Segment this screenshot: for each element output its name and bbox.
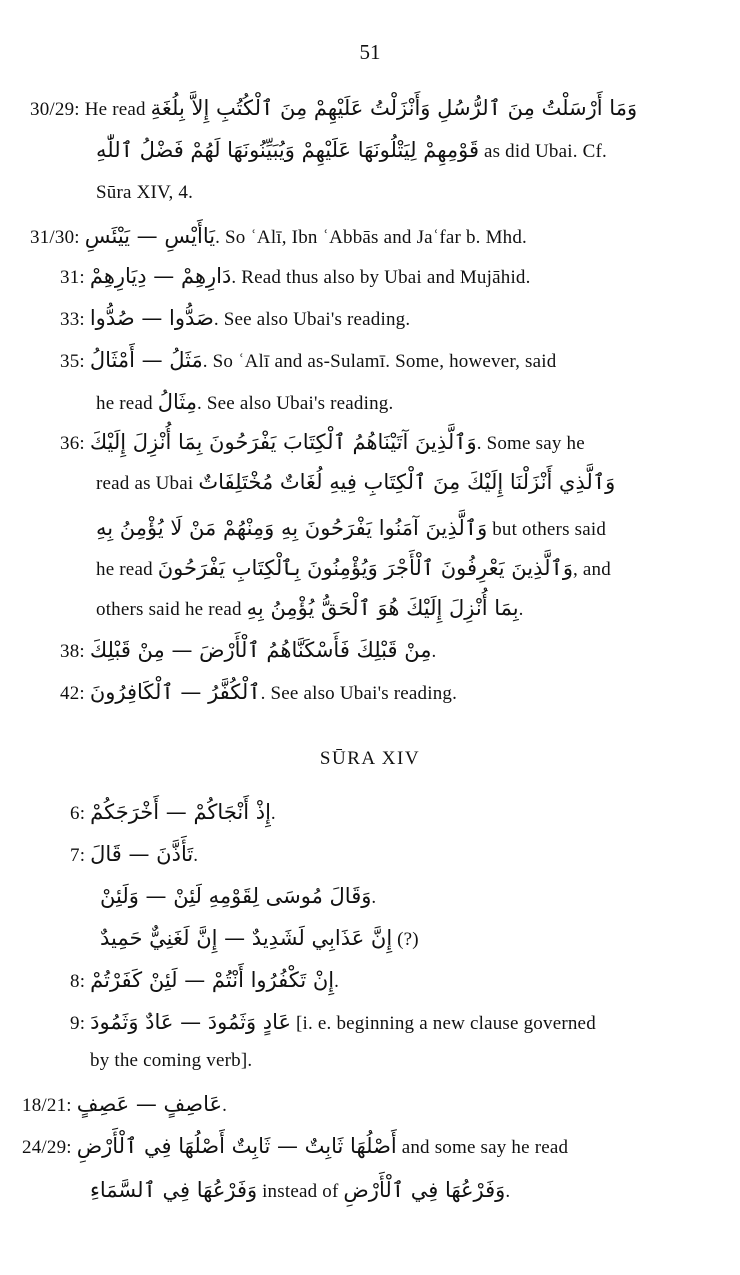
- arabic-reading: يَاأَيْسِ — يَيْئَسِ: [84, 224, 216, 248]
- page-number: 51: [359, 40, 381, 64]
- english-text: . See also Ubai's reading.: [196, 393, 394, 414]
- arabic-reading: وَفَرْعُهَا فِي ٱلسَّمَاءِ: [90, 1178, 258, 1202]
- english-text: . So ʿAlī and as-Sulamī. Some, however, said: [202, 351, 557, 372]
- arabic-reading: ٱلْكُفَّرُ — ٱلْكَافِرُونَ: [89, 680, 261, 704]
- verse-reference: 18/21:: [22, 1095, 72, 1116]
- arabic-reading: وَٱلَّذِينَ آتَيْنَاهُمُ ٱلْكِتَابَ يَفْرَحُونَ بِمَا أُنْزِلَ إِلَيْكَ: [89, 430, 477, 454]
- arabic-reading: مِثَالُ: [157, 390, 197, 414]
- text-line: [90, 1050, 252, 1072]
- english-text: , and: [573, 559, 611, 580]
- text-line: [30, 96, 637, 121]
- text-line: [60, 264, 531, 289]
- arabic-reading: صَدُّوا — صُدُّوا: [89, 306, 214, 330]
- arabic-reading: إِذْ أَنْجَاكُمْ — أَخْرَجَكُمْ: [90, 800, 271, 824]
- text-line: [30, 224, 527, 249]
- verse-reference: 31/30:: [30, 227, 80, 248]
- text-line: [60, 348, 556, 373]
- english-text: .: [518, 599, 524, 620]
- english-text: . See also Ubai's reading.: [213, 309, 411, 330]
- verse-reference: 30/29:: [30, 99, 80, 120]
- arabic-reading: وَمَا أَرْسَلْتُ مِنَ ٱلرُّسُلِ وَأَنْزَلْتُ عَلَيْهِمْ مِنَ ٱلْكُتُبِ إِلاَّ بِلُغَةِ: [150, 96, 638, 120]
- verse-reference: 42:: [60, 683, 85, 704]
- english-text: as did Ubai. Cf.: [479, 141, 607, 162]
- arabic-reading: وَٱلَّذِي أَنْزَلْنَا إِلَيْكَ مِنَ ٱلْكِتَابِ فِيهِ لُغَاتٌ مُخْتَلِفَاتٌ: [198, 470, 616, 494]
- arabic-reading: إِنْ تَكْفُرُوا أَنْتُمْ — لَئِنْ كَفَرْتُمْ: [90, 968, 335, 992]
- arabic-reading: عَاصِفٍ — عَصِفٍ: [76, 1092, 223, 1116]
- verse-reference: 9:: [70, 1013, 86, 1034]
- text-line: [70, 800, 276, 825]
- text-line: [70, 842, 198, 867]
- arabic-reading: وَفَرْعُهَا فِي ٱلْأَرْضِ: [343, 1178, 506, 1202]
- arabic-reading: وَقَالَ مُوسَى لِقَوْمِهِ لَئِنْ — وَلَئِنْ: [100, 884, 372, 908]
- english-text: .: [334, 971, 340, 992]
- text-line: [96, 138, 607, 163]
- arabic-reading: دَارِهِمْ — دِيَارِهِمْ: [89, 264, 232, 288]
- verse-reference: 33:: [60, 309, 85, 330]
- arabic-reading: قَوْمِهِمْ لِيَتْلُونَهَا عَلَيْهِمْ وَيُبَيِّنُونَهَا لَهُمْ فَضْلُ ٱللّٰهِ: [96, 138, 480, 162]
- arabic-reading: مَثَلُ — أَمْثَالُ: [89, 348, 203, 372]
- arabic-reading: وَٱلَّذِينَ يَعْرِفُونَ ٱلْأَجْرَ وَيُؤْمِنُونَ بِٱلْكِتَابِ يَفْرَحُونَ: [157, 556, 573, 580]
- arabic-reading: تَأَذَّنَ — قَالَ: [90, 842, 194, 866]
- english-text: . Some say he: [476, 433, 585, 454]
- english-text: .: [371, 887, 377, 908]
- english-text: .: [505, 1181, 511, 1202]
- english-text: read as Ubai: [96, 473, 199, 494]
- text-line: [60, 680, 457, 705]
- english-text: . See also Ubai's reading.: [260, 683, 458, 704]
- english-text: he read: [96, 559, 158, 580]
- english-text: and some say he read: [396, 1137, 569, 1158]
- english-text: others said he read: [96, 599, 247, 620]
- arabic-reading: بِمَا أُنْزِلَ إِلَيْكَ هُوَ ٱلْحَقُّ يُؤْمِنُ بِهِ: [246, 596, 519, 620]
- english-text: but others said: [487, 519, 607, 540]
- english-text: instead of: [257, 1181, 344, 1202]
- verse-reference: 35:: [60, 351, 85, 372]
- section-heading: SŪRA XIV: [319, 748, 421, 769]
- english-text: [i. e. beginning a new clause governed: [291, 1013, 596, 1034]
- verse-reference: 38:: [60, 641, 85, 662]
- english-text: by the coming verb].: [90, 1050, 253, 1071]
- verse-reference: 31:: [60, 267, 85, 288]
- arabic-reading: إِنَّ عَذَابِي لَشَدِيدٌ — إِنَّ لَغَنِيٌّ حَمِيدٌ: [100, 926, 393, 950]
- text-line: [100, 926, 419, 951]
- text-line: [90, 1178, 510, 1203]
- verse-reference: 6:: [70, 803, 86, 824]
- verse-reference: 36:: [60, 433, 85, 454]
- english-text: .: [222, 1095, 228, 1116]
- arabic-reading: مِنْ قَبْلِكَ فَأَسْكَنَّاهُمُ ٱلْأَرْضَ — مِنْ قَبْلِكَ: [89, 638, 432, 662]
- verse-reference: 7:: [70, 845, 86, 866]
- english-text: . Read thus also by Ubai and Mujāhid.: [231, 267, 531, 288]
- text-line: [60, 638, 436, 663]
- english-text: .: [270, 803, 276, 824]
- text-line: [100, 884, 376, 909]
- text-line: [70, 1010, 596, 1035]
- arabic-reading: أَصْلُهَا ثَابِتٌ — ثَابِتٌ أَصْلُهَا فِي ٱلْأَرْضِ: [76, 1134, 397, 1158]
- text-line: [96, 556, 611, 581]
- text-line: [96, 596, 524, 621]
- verse-reference: 24/29:: [22, 1137, 72, 1158]
- arabic-reading: وَٱلَّذِينَ آمَنُوا يَفْرَحُونَ بِهِ وَمِنْهُمْ مَنْ لَا يُؤْمِنُ بِهِ: [96, 516, 488, 540]
- english-text: . So ʿAlī, Ibn ʿAbbās and Jaʿfar b. Mhd.: [215, 227, 528, 248]
- text-line: [96, 390, 393, 415]
- text-line: [60, 306, 410, 331]
- english-text: Sūra XIV, 4.: [96, 182, 194, 203]
- text-line: [60, 430, 585, 455]
- english-text: He read: [79, 99, 151, 120]
- verse-reference: 8:: [70, 971, 86, 992]
- text-line: [96, 470, 615, 495]
- text-line: [22, 1134, 568, 1159]
- arabic-reading: عَادٍ وَثَمُودَ — عَادٌ وَثَمُودَ: [90, 1010, 292, 1034]
- text-line: [22, 1092, 227, 1117]
- english-text: (?): [392, 929, 419, 950]
- text-line: [70, 968, 339, 993]
- english-text: .: [431, 641, 437, 662]
- english-text: .: [193, 845, 199, 866]
- text-line: [96, 182, 193, 204]
- text-line: [96, 516, 606, 541]
- english-text: he read: [96, 393, 158, 414]
